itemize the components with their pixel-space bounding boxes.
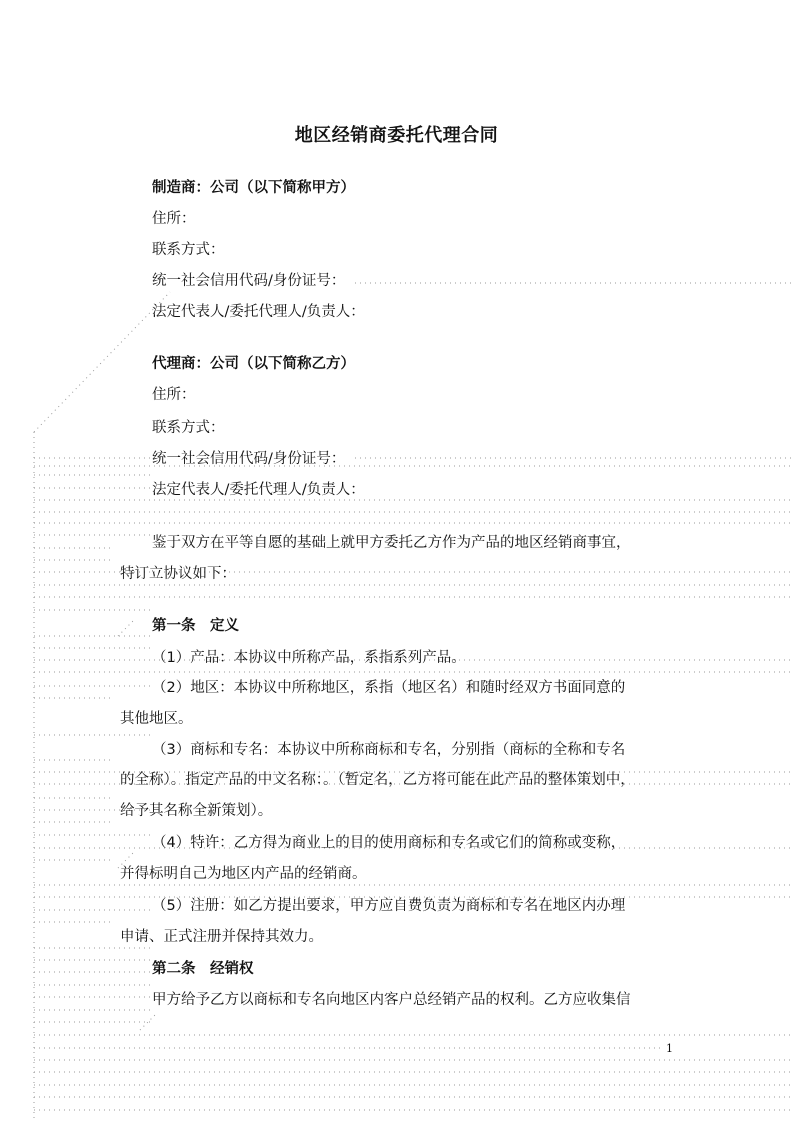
article-1-item-3-line-1: （3）商标和专名：本协议中所称商标和专名，分别指（商标的全称和专名 [152, 742, 626, 758]
article-1-heading: 第一条 定义 [152, 618, 239, 634]
party-a-contact: 联系方式： [152, 242, 225, 258]
document-title: 地区经销商委托代理合同 [294, 125, 499, 146]
article-1-item-1: （1）产品：本协议中所称产品，系指系列产品。 [152, 650, 466, 666]
party-b-credit-code: 统一社会信用代码/身份证号： [152, 451, 346, 467]
party-b-representative: 法定代表人/委托代理人/负责人： [152, 482, 365, 498]
article-1-item-3-line-3: 给予其名称全新策划）。 [120, 803, 273, 819]
article-1-item-4-line-1: （4）特许：乙方得为商业上的目的使用商标和专名或它们的简称或变称， [152, 835, 626, 851]
party-a-address: 住所： [152, 211, 196, 227]
party-a-representative: 法定代表人/委托代理人/负责人： [152, 304, 365, 320]
preamble-line-1: 鉴于双方在平等自愿的基础上就甲方委托乙方作为产品的地区经销商事宜， [152, 535, 631, 551]
article-1-item-5-line-1: （5）注册：如乙方提出要求，甲方应自费负责为商标和专名在地区内办理 [152, 898, 626, 914]
article-1-item-3-line-2: 的全称）。指定产品的中文名称：。（暂定名，乙方将可能在此产品的整体策划中， [120, 772, 635, 788]
article-2-heading: 第二条 经销权 [152, 961, 254, 977]
preamble-line-2: 特订立协议如下： [120, 566, 236, 582]
article-1-item-2-line-1: （2）地区：本协议中所称地区，系指（地区名）和随时经双方书面同意的 [152, 680, 626, 696]
party-b-contact: 联系方式： [152, 420, 225, 436]
party-b-address: 住所： [152, 387, 196, 403]
article-1-item-4-line-2: 并得标明自己为地区内产品的经销商。 [120, 866, 367, 882]
page-number: 1 [666, 1042, 673, 1055]
article-2-line-1: 甲方给予乙方以商标和专名向地区内客户总经销产品的权利。乙方应收集信 [152, 992, 631, 1008]
article-1-item-2-line-2: 其他地区。 [120, 711, 193, 727]
party-b-heading: 代理商：公司（以下简称乙方） [152, 356, 355, 372]
article-1-item-5-line-2: 申请、正式注册并保持其效力。 [120, 929, 323, 945]
party-a-heading: 制造商：公司（以下简称甲方） [152, 180, 355, 196]
party-a-credit-code: 统一社会信用代码/身份证号： [152, 273, 346, 289]
